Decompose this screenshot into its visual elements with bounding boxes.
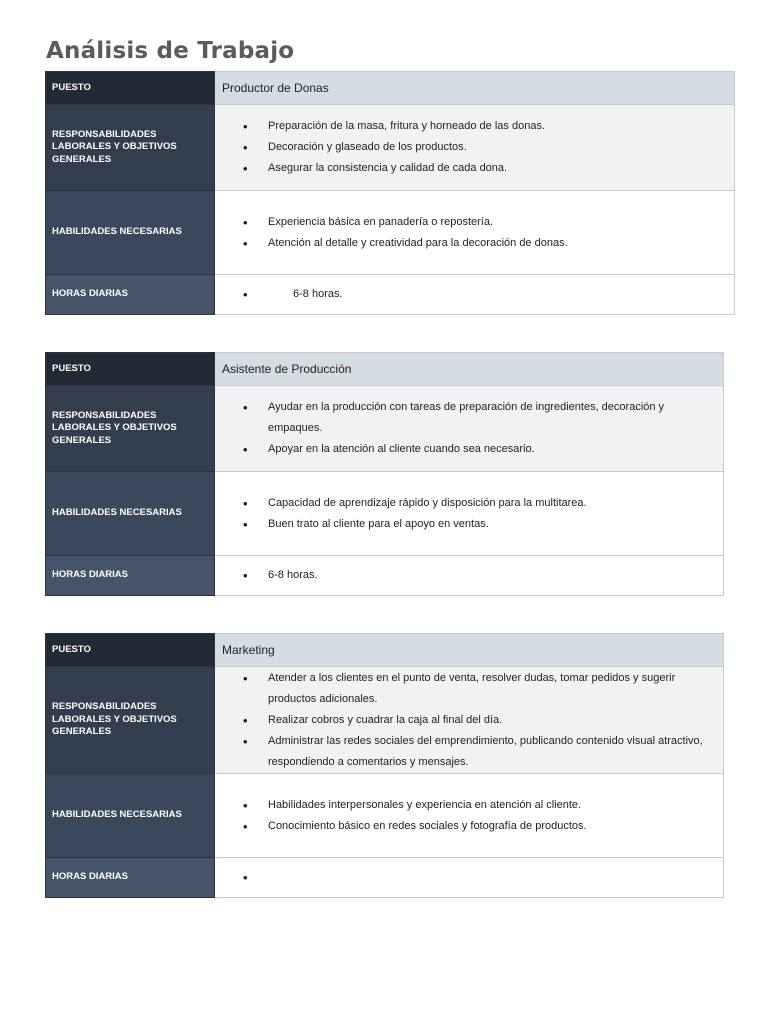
list-item: • Buen trato al cliente para el apoyo en ventas. <box>237 514 713 535</box>
list-item: • Realizar cobros y cuadrar la caja al final del día. <box>237 710 713 731</box>
label-horas: HORAS DIARIAS <box>46 858 215 898</box>
bullet-list <box>237 212 724 254</box>
list-item: • Atender a los clientes en el punto de venta, resolver dudas, tomar pedidos y sugerir productos adicionales. <box>237 668 713 710</box>
value-horas[interactable] <box>215 275 735 315</box>
label-habilidades: HABILIDADES NECESARIAS <box>46 472 215 556</box>
row-puesto <box>46 72 735 105</box>
label-habilidades: HABILIDADES NECESARIAS <box>46 774 215 858</box>
label-puesto: PUESTO <box>46 353 215 386</box>
value-habilidades[interactable] <box>215 774 724 858</box>
list-item: • Atención al detalle y creatividad para la decoración de donas. <box>237 233 724 254</box>
list-item: • 6-8 horas. <box>237 284 724 305</box>
row-puesto <box>46 353 724 386</box>
row-responsabilidades <box>46 386 724 472</box>
list-item: • Decoración y glaseado de los productos. <box>237 137 724 158</box>
value-habilidades[interactable] <box>215 472 724 556</box>
document-title: Análisis de Trabajo <box>46 38 295 64</box>
list-item: • Preparación de la masa, fritura y horneado de las donas. <box>237 116 724 137</box>
bullet-list <box>237 795 713 837</box>
row-horas <box>46 556 724 596</box>
list-item: • Experiencia básica en panadería o repostería. <box>237 212 724 233</box>
value-habilidades[interactable] <box>215 191 735 275</box>
list-item: • Ayudar en la producción con tareas de preparación de ingredientes, decoración y empaques. <box>237 397 713 439</box>
row-horas <box>46 275 735 315</box>
list-item: • 6-8 horas. <box>237 565 713 586</box>
list-item <box>237 867 713 888</box>
label-puesto: PUESTO <box>46 634 215 667</box>
bullet-list <box>237 116 724 179</box>
list-item: • Asegurar la consistencia y calidad de cada dona. <box>237 158 724 179</box>
value-horas[interactable] <box>215 556 724 596</box>
value-puesto[interactable]: Marketing <box>215 634 724 667</box>
label-habilidades: HABILIDADES NECESARIAS <box>46 191 215 275</box>
job-table-marketing <box>45 633 724 898</box>
label-responsabilidades: RESPONSABILIDADES LABORALES Y OBJETIVOS GENERALES <box>46 386 215 472</box>
value-horas[interactable] <box>215 858 724 898</box>
label-horas: HORAS DIARIAS <box>46 275 215 315</box>
row-habilidades <box>46 472 724 556</box>
value-responsabilidades[interactable] <box>215 667 724 774</box>
bullet-list <box>237 668 713 773</box>
row-responsabilidades <box>46 667 724 774</box>
job-table-asistente <box>45 352 724 596</box>
list-item: • Capacidad de aprendizaje rápido y disposición para la multitarea. <box>237 493 713 514</box>
list-item: • Habilidades interpersonales y experiencia en atención al cliente. <box>237 795 713 816</box>
bullet-list <box>237 493 713 535</box>
value-responsabilidades[interactable] <box>215 105 735 191</box>
bullet-list <box>237 565 713 586</box>
bullet-list <box>237 397 713 460</box>
value-responsabilidades[interactable] <box>215 386 724 472</box>
label-responsabilidades: RESPONSABILIDADES LABORALES Y OBJETIVOS GENERALES <box>46 105 215 191</box>
list-item: • Conocimiento básico en redes sociales y fotografía de productos. <box>237 816 713 837</box>
job-table-productor <box>45 71 735 315</box>
row-horas <box>46 858 724 898</box>
value-puesto[interactable]: Productor de Donas <box>215 72 735 105</box>
bullet-list <box>237 284 724 305</box>
row-habilidades <box>46 191 735 275</box>
list-item: • Apoyar en la atención al cliente cuando sea necesario. <box>237 439 713 460</box>
label-puesto: PUESTO <box>46 72 215 105</box>
label-horas: HORAS DIARIAS <box>46 556 215 596</box>
row-responsabilidades <box>46 105 735 191</box>
value-puesto[interactable]: Asistente de Producción <box>215 353 724 386</box>
list-item: • Administrar las redes sociales del emprendimiento, publicando contenido visual atractivo, respondiendo a comentarios y mensajes. <box>237 731 713 773</box>
label-responsabilidades: RESPONSABILIDADES LABORALES Y OBJETIVOS GENERALES <box>46 667 215 774</box>
bullet-list <box>237 867 713 888</box>
row-puesto <box>46 634 724 667</box>
row-habilidades <box>46 774 724 858</box>
